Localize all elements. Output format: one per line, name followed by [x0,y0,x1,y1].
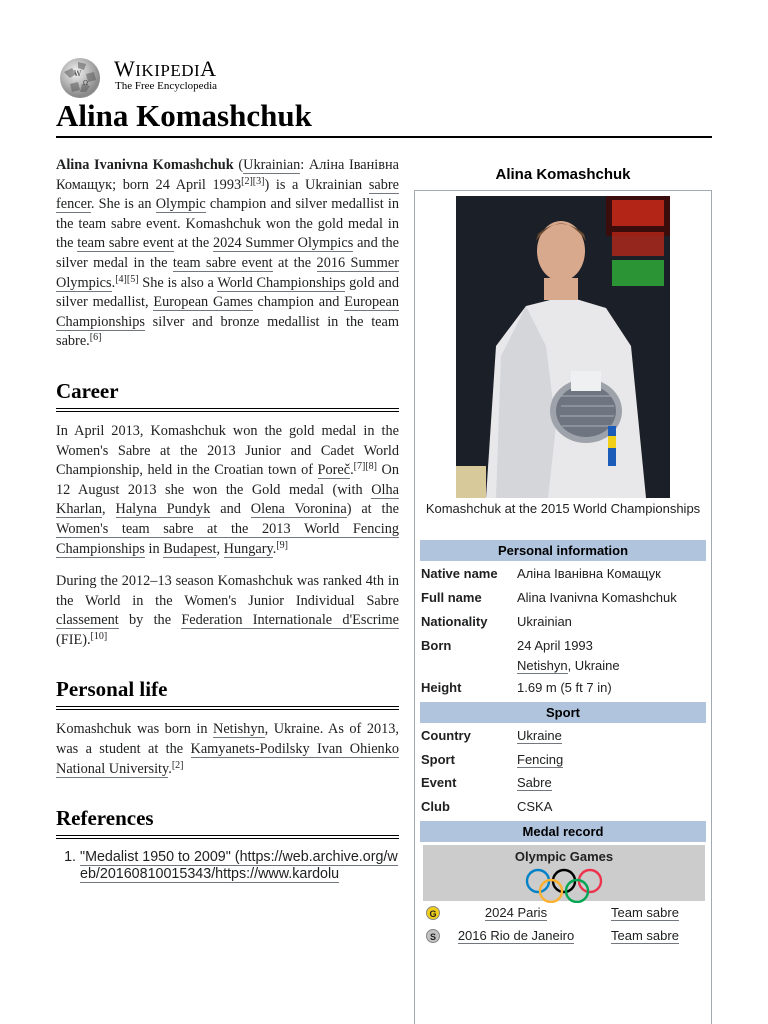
native-name: Аліна Іванівна Комащук [56,157,400,193]
link-fencing[interactable]: Fencing [517,752,564,767]
link-classement[interactable]: classement [56,612,119,629]
intro-text: ) is a Ukrainian [264,176,369,193]
ref-5[interactable]: [5] [126,273,139,285]
article-body [56,156,399,883]
medal-event [611,903,679,923]
birth-date: 24 April 1993 [517,638,593,653]
infobox-value [517,636,707,676]
link-olena-voronina[interactable]: Olena Voronina [250,501,347,518]
career-paragraph-1: In April 2013, Komashchuk won the gold medal in the Women's Sabre at the 2013 Junior and Cadet World Championship, held in the Croatian town of Poreč.[7][8] On 12 August 2013 she won the Gold medal (with Olha Kharlan, Halyna Pundyk and Olena Voronina) at the Women's team sabre at the 2013 World Fencing Championships in Budapest, Hungary.[9] [56,422,399,557]
infobox-value: 1.69 m (5 ft 7 in) [517,680,612,695]
intro-text: and the silver medal in the [56,235,399,271]
link-olympic[interactable]: Olympic [155,196,206,213]
link-university[interactable]: Kamyanets-Podilsky Ivan Ohienko National University [56,741,399,777]
medal-group-title: Olympic Games [514,849,614,864]
infobox-value: Alina Ivanivna Komashchuk [517,590,677,605]
link-2024-paris[interactable]: 2024 Paris [484,905,548,920]
medal-place [456,903,576,923]
link-olha-kharlan[interactable]: Olha Kharlan [56,481,399,518]
link-2016-rio[interactable]: 2016 Rio de Janeiro [457,928,575,943]
infobox-value [517,726,707,746]
infobox-value: Аліна Іванівна Комащук [517,566,661,581]
link-team-sabre-2024[interactable]: Team sabre [611,905,679,920]
reference-link[interactable]: "Medalist 1950 to 2009" (https://web.archive.org/web/20160810015343/https://www.kardolu [80,849,398,883]
infobox-label: Native name [421,566,498,581]
infobox-row-born [421,636,705,676]
intro-text: silver and bronze medallist in the team sabre. [56,313,399,350]
infobox-value [517,773,707,793]
ref-4[interactable]: [4] [115,273,127,285]
section-heading-references: References [56,805,399,839]
intro-text: champion and [252,294,345,311]
career-text: On 12 August 2013 she won the Gold medal (with [56,462,399,498]
infobox-title: Alina Komashchuk [495,166,631,183]
link-team-sabre-2016[interactable]: Team sabre [611,928,679,943]
career-text: in [144,540,164,557]
career-text: by the [118,612,182,629]
references-list [56,849,399,883]
infobox-value [517,750,707,770]
link-ukrainian[interactable]: Ukrainian [243,157,301,173]
career-paragraph-2 [56,572,399,650]
ref-2[interactable]: [2] [241,175,253,187]
subject-name: Alina Ivanivna Komashchuk [56,157,234,173]
link-team-sabre-event[interactable]: team sabre event [77,235,174,252]
link-halyna-pundyk[interactable]: Halyna Pundyk [115,501,211,518]
infobox-label: Nationality [421,614,488,629]
medal-place [456,926,576,946]
image-caption: Komashchuk at the 2015 World Championships [425,501,701,516]
intro-paragraph: Alina Ivanivna Komashchuk (Ukrainian: Аліна Іванівна Комащук; born 24 April 1993[2][3]) is a Ukrainian sabre fencer. She is an Olympic champion and silver medallist in the team sabre event. Komashchuk won the gold medal in the team sabre event at the 2024 Summer Olympics and the silver medal in the team sabre event at the 2016 Summer Olympics.[4][5] She is also a World Championships gold and silver medallist, European Games champion and European Championships silver and bronze medallist in the team sabre.[6] [56,157,400,350]
link-budapest[interactable]: Budapest [163,540,217,557]
personal-info-header: Personal information [420,540,706,561]
infobox-label: Event [421,775,457,790]
ref-6[interactable]: [6] [89,332,102,344]
link-2024-olympics[interactable]: 2024 Summer Olympics [213,235,354,252]
career-text: (FIE). [56,631,91,648]
reference-item [80,849,399,883]
intro-text: . She is an [90,196,156,213]
medal-record-header: Medal record [420,821,706,842]
tagline: The Free Encyclopedia [115,80,218,92]
page-title: Alina Komashchuk [56,96,712,138]
career-text: ) at the [346,501,399,518]
infobox [414,190,712,1024]
infobox-label: Born [421,638,452,653]
ref-8[interactable]: [8] [365,461,377,473]
medal-event [611,926,679,946]
link-netishyn-infobox[interactable]: Netishyn [517,658,568,673]
section-heading-career: Career [56,378,399,412]
svg-text:Ω: Ω [83,80,88,87]
link-sabre[interactable]: Sabre [517,775,552,790]
medal-row [421,903,705,925]
ref-10[interactable]: [10] [90,630,108,642]
infobox-label: Club [421,799,450,814]
personal-text: , Ukraine. As of 2013, was a student at the [56,721,399,758]
olympic-games-group [423,845,705,901]
ref-9[interactable]: [9] [276,539,288,551]
intro-text: She is also a [138,274,218,291]
infobox-label: Sport [421,752,455,767]
link-sabre-fencer[interactable]: sabre fencer [56,176,399,213]
link-team-sabre-2013[interactable]: Women's team sabre at the 2013 World Fencing Championships [56,520,399,557]
fencer-photo-illustration [456,196,670,498]
personal-paragraph: Komashchuk was born in Netishyn, Ukraine. As of 2013, was a student at the Kamyanets-Podilsky Ivan Ohienko National University.[2] [56,721,399,777]
sport-header: Sport [420,702,706,723]
intro-text: at the [272,254,317,271]
intro-text: champion and silver medallist in the team sabre event. Komashchuk won the gold medal in the [56,196,399,252]
silver-medal-icon: S [426,929,440,943]
medal-row [421,926,705,948]
svg-text:W: W [74,70,82,78]
wikipedia-logo[interactable] [56,54,256,94]
infobox-label: Height [421,680,462,695]
birth-country: , Ukraine [567,658,620,673]
infobox-value: CSKA [517,799,553,814]
wikipedia-globe-icon [56,54,104,98]
career-text: In April 2013, Komashchuk won the gold medal in the Women's Sabre at the 2013 Junior and Cadet World Championship, held in the Croatian town of [56,422,399,479]
link-european-championships[interactable]: European Championships [56,294,399,330]
born-text: born 24 April 1993 [122,176,242,193]
athlete-photo[interactable] [456,196,670,498]
career-text: During the 2012–13 season Komashchuk was ranked 4th in the World in the Women's Junior Individual Sabre [56,573,399,609]
intro-text: gold and silver medallist, [56,274,399,311]
link-netishyn[interactable]: Netishyn [213,721,265,738]
link-european-games[interactable]: European Games [153,294,253,311]
ref-3[interactable]: [3] [252,175,265,187]
link-fie[interactable]: Federation Internationale d'Escrime [181,612,399,629]
olympic-rings-icon [522,867,606,903]
infobox-value: Ukrainian [517,614,572,629]
wordmark: WIKIPEDIA [114,56,217,81]
link-world-championships[interactable]: World Championships [217,274,346,291]
ref-7[interactable]: [7] [353,461,366,473]
personal-text: Komashchuk was born in [56,721,213,738]
section-heading-personal-life: Personal life [56,676,399,710]
link-2016-olympics[interactable]: 2016 Summer Olympics [56,254,399,291]
ref-2-b[interactable]: [2] [171,759,184,771]
link-porec[interactable]: Poreč [317,462,351,479]
link-hungary[interactable]: Hungary [223,540,273,557]
gold-medal-icon: G [426,906,440,920]
link-team-sabre-event-2016[interactable]: team sabre event [172,254,273,271]
link-ukraine[interactable]: Ukraine [517,728,562,743]
infobox-label: Country [421,728,471,743]
intro-text: at the [173,235,214,252]
infobox-label: Full name [421,590,482,605]
